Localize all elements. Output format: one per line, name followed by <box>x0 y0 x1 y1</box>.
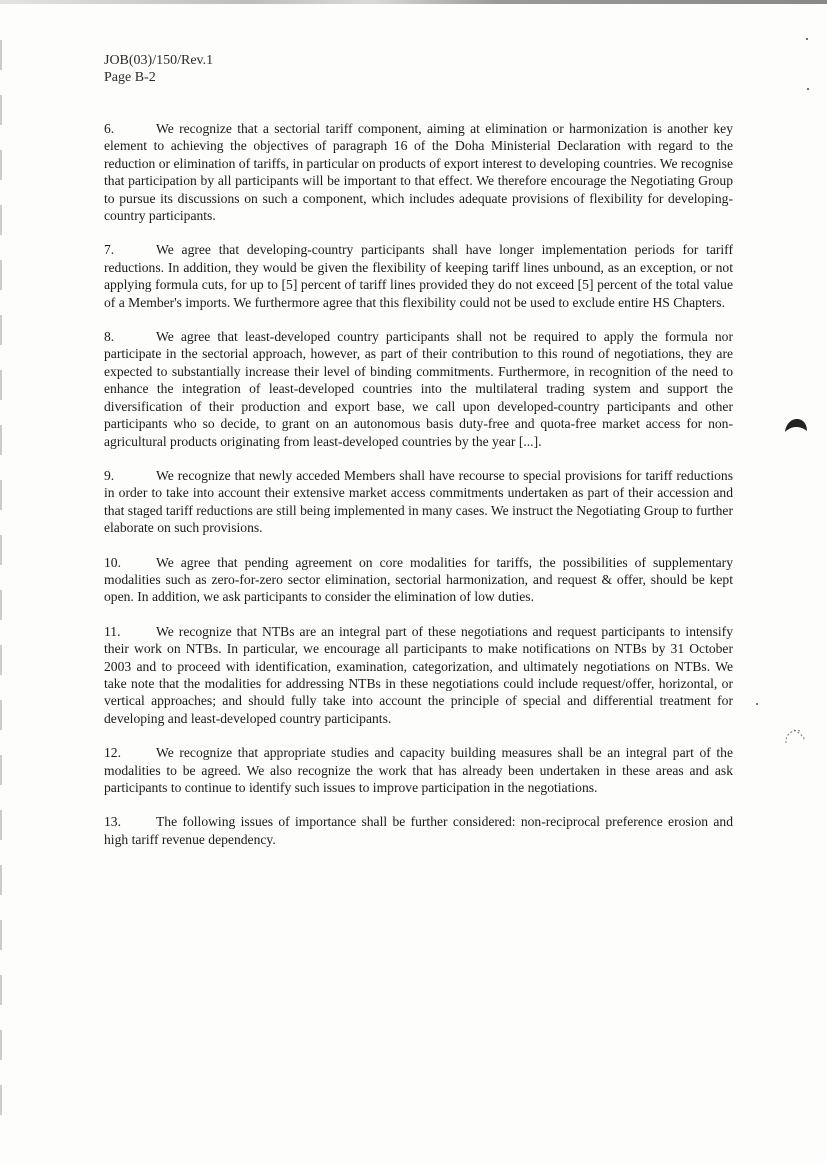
paragraph-number: 8. <box>104 329 115 345</box>
paragraph-8 <box>104 328 733 450</box>
paragraph-text: We agree that pending agreement on core modalities for tariffs, the possibilities of supplementary modalities such as zero-for-zero sector elimination, sectorial harmonization, and request & offer, should be kept open. In addition, we ask participants to consider the elimination of low duties. <box>104 554 733 605</box>
scan-speck <box>756 703 758 705</box>
paragraph-number: 9. <box>104 467 115 483</box>
ink-blot-mark <box>783 416 809 436</box>
paragraph-number: 11. <box>104 623 121 639</box>
paragraph-number: 7. <box>104 242 115 258</box>
paragraph-text: We agree that least-developed country participants shall not be required to apply the formula nor participate in the sectorial approach, however, as part of their contribution to this round of negotiations, they are expected to substantially increase their level of binding commitments. Furthermore, in recognition of the need to enhance the integration of least-developed countries into the multilateral trading system and support the diversification of their production and export base, we call upon developed-country participants and other participants who so decide, to grant on an autonomous basis duty-free and quota-free market access for non-agricultural products originating from least-developed countries by the year [...]. <box>104 329 733 449</box>
paragraph-number: 6. <box>104 121 115 136</box>
paragraph-number: 12. <box>104 745 121 761</box>
paragraph-number: 13. <box>104 814 121 830</box>
scan-speck <box>807 88 809 90</box>
scan-curl-mark <box>780 725 808 765</box>
scan-speck <box>806 38 808 40</box>
scan-top-edge <box>0 0 827 4</box>
paragraph-12 <box>104 744 733 796</box>
paragraph-text: We recognize that a sectorial tariff component, aiming at elimination or harmonization is another key element to achieving the objectives of paragraph 16 of the Doha Ministerial Declaration with regard to the reduction or elimination of tariffs, in particular on products of export interest to developing countries. We recognise that participation by all participants will be important to that effect. We therefore encourage the Negotiating Group to pursue its discussions on such a component, which includes adequate provisions of flexibility for developing-country participants. <box>104 121 733 224</box>
document-id: JOB(03)/150/Rev.1 <box>104 53 214 68</box>
scan-left-edge <box>0 40 2 1140</box>
paragraph-text: We recognize that appropriate studies and capacity building measures shall be an integral part of the modalities to be agreed. We also recognize the work that has already been undertaken in these areas and ask participants to continue to identify such issues to improve participation in the negotiations. <box>104 745 733 795</box>
document-body <box>104 120 733 865</box>
paragraph-text: We agree that developing-country participants shall have longer implementation periods for tariff reductions. In addition, they would be given the flexibility of keeping tariff lines unbound, as an exception, or not applying formula cuts, for up to [5] percent of tariff lines provided they do not exceed [5] percent of the total value of a Member's imports. We furthermore agree that this flexibility could not be used to exclude entire HS Chapters. <box>104 242 733 310</box>
page-header <box>104 52 213 86</box>
paragraph-text: We recognize that NTBs are an integral part of these negotiations and request participants to intensify their work on NTBs. In particular, we encourage all participants to make notifications on NTBs by 31 October 2003 and to proceed with identification, examination, categorization, and ultimately negotiations on NTBs. We take note that the modalities for addressing NTBs in these negotiations could include request/offer, horizontal, or vertical approaches; and should fully take into account the principle of special and differential treatment for developing and least-developed country participants. <box>104 623 733 726</box>
paragraph-6 <box>104 120 733 224</box>
paragraph-10 <box>104 554 733 606</box>
paragraph-7 <box>104 241 733 311</box>
page-number: Page B-2 <box>104 70 156 85</box>
paragraph-11 <box>104 623 733 727</box>
paragraph-9 <box>104 467 733 537</box>
paragraph-13 <box>104 813 733 848</box>
paragraph-text: The following issues of importance shall be further considered: non-reciprocal preference erosion and high tariff revenue dependency. <box>104 814 733 847</box>
paragraph-text: We recognize that newly acceded Members shall have recourse to special provisions for tariff reductions in order to take into account their extensive market access commitments undertaken as part of their accession and that staged tariff reductions are still being implemented in many cases. We instruct the Negotiating Group to further elaborate on such provisions. <box>104 467 733 536</box>
paragraph-number: 10. <box>104 554 121 570</box>
